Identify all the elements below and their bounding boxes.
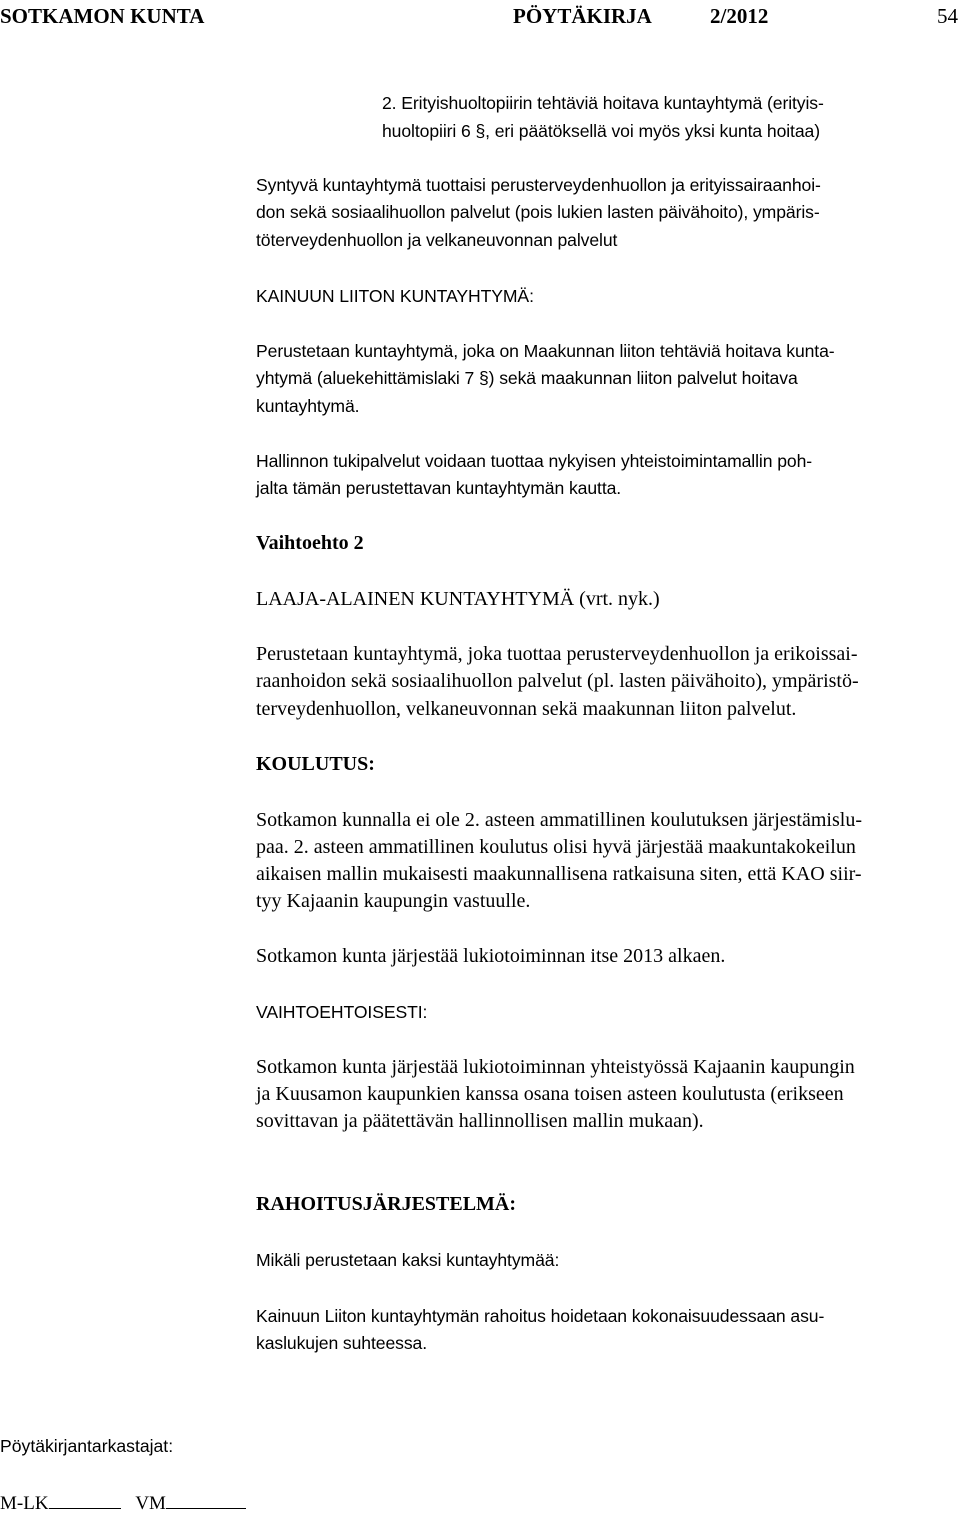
text-line: Hallinnon tukipalvelut voidaan tuottaa nykyisen yhteistoimintamallin poh- bbox=[256, 451, 813, 471]
text-line: LAAJA-ALAINEN KUNTAYHTYMÄ (vrt. nyk.) bbox=[256, 588, 660, 610]
text-line: KAINUUN LIITON KUNTAYHTYMÄ: bbox=[256, 286, 534, 306]
text-line: 2. Erityishuoltopiirin tehtäviä hoitava kuntayhtymä (erityis- bbox=[382, 93, 824, 113]
text-line: huoltopiiri 6 §, eri päätöksellä voi myös yksi kunta hoitaa) bbox=[382, 121, 820, 141]
text-line: Sotkamon kunnalla ei ole 2. asteen ammatillinen koulutuksen järjestämislu- bbox=[256, 809, 862, 831]
text-line: aikaisen mallin mukaisesti maakunnallisena ratkaisuna siten, että KAO siir- bbox=[256, 863, 862, 885]
signature-line-1 bbox=[49, 1490, 121, 1509]
text-line: Perustetaan kuntayhtymä, joka on Maakunnan liiton tehtäviä hoitava kunta- bbox=[256, 341, 835, 361]
text-line: kuntayhtymä. bbox=[256, 396, 360, 416]
signature-line-2 bbox=[166, 1490, 246, 1509]
text-line: Syntyvä kuntayhtymä tuottaisi perusterveydenhuollon ja erityissairaanhoi- bbox=[256, 175, 821, 195]
text-line: terveydenhuollon, velkaneuvonnan sekä maakunnan liiton palvelut. bbox=[256, 698, 797, 720]
reviewers-label: Pöytäkirjantarkastajat: bbox=[0, 1436, 174, 1456]
text-line: Sotkamon kunta järjestää lukiotoiminnan yhteistyössä Kajaanin kaupungin bbox=[256, 1056, 855, 1078]
text-line: jalta tämän perustettavan kuntayhtymän kautta. bbox=[256, 478, 622, 498]
text-line: Kainuun Liiton kuntayhtymän rahoitus hoidetaan kokonaisuudessaan asu- bbox=[256, 1306, 825, 1326]
reviewer-initials-1: M-LK bbox=[0, 1493, 49, 1514]
text-line: kaslukujen suhteessa. bbox=[256, 1333, 428, 1353]
text-line: töterveydenhuollon ja velkaneuvonnan palvelut bbox=[256, 230, 618, 250]
text-line: Vaihtoehto 2 bbox=[256, 532, 364, 554]
page-number: 54 bbox=[937, 4, 958, 28]
text-line: Perustetaan kuntayhtymä, joka tuottaa perusterveydenhuollon ja erikoissai- bbox=[256, 643, 858, 665]
document-type: PÖYTÄKIRJA bbox=[513, 4, 652, 28]
document-number: 2/2012 bbox=[710, 4, 769, 28]
text-line: don sekä sosiaalihuollon palvelut (pois lukien lasten päivähoito), ympäris- bbox=[256, 202, 820, 222]
text-line: VAIHTOEHTOISESTI: bbox=[256, 1002, 428, 1022]
text-line: tyy Kajaanin kaupungin vastuulle. bbox=[256, 890, 531, 912]
text-line: KOULUTUS: bbox=[256, 753, 375, 775]
reviewer-initials-2: VM bbox=[135, 1493, 166, 1514]
text-line: Mikäli perustetaan kaksi kuntayhtymää: bbox=[256, 1250, 560, 1270]
text-line: sovittavan ja päätettävän hallinnollisen mallin mukaan). bbox=[256, 1110, 704, 1132]
text-line: RAHOITUSJÄRJESTELMÄ: bbox=[256, 1193, 517, 1215]
text-line: ja Kuusamon kaupunkien kanssa osana toisen asteen koulutusta (erikseen bbox=[256, 1083, 844, 1105]
text-line: paa. 2. asteen ammatillinen koulutus olisi hyvä järjestää maakuntakokeilun bbox=[256, 836, 856, 858]
text-line: yhtymä (aluekehittämislaki 7 §) sekä maakunnan liiton palvelut hoitava bbox=[256, 368, 798, 388]
reviewer-signatures bbox=[0, 1490, 246, 1515]
text-line: raanhoidon sekä sosiaalihuollon palvelut (pl. lasten päivähoito), ympäristö- bbox=[256, 670, 859, 692]
municipality-name: SOTKAMON KUNTA bbox=[0, 4, 205, 28]
text-line: Sotkamon kunta järjestää lukiotoiminnan itse 2013 alkaen. bbox=[256, 945, 726, 967]
